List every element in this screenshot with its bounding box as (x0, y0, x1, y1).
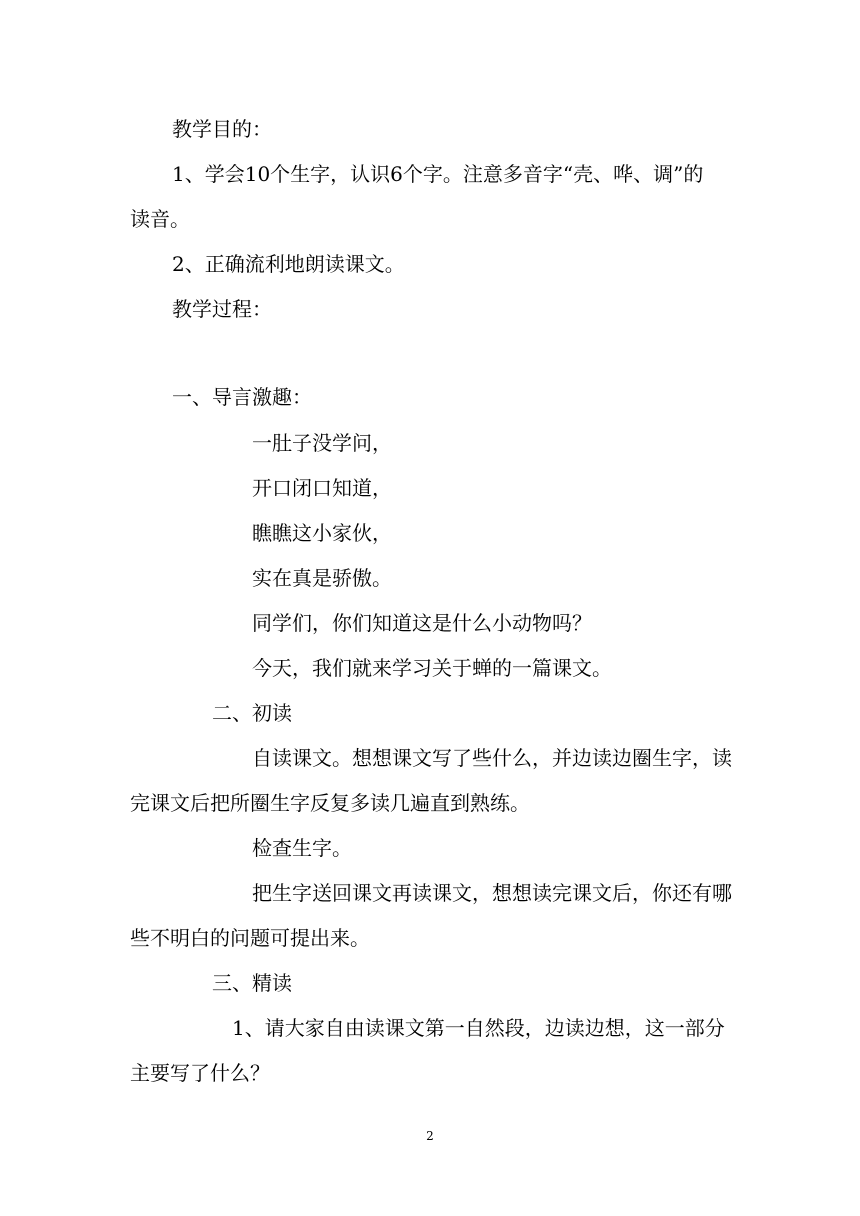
section-1-heading: 一、导言激趣： (172, 385, 312, 409)
section-3-heading: 三、精读 (212, 971, 292, 995)
reading-step-line-2: 完课文后把所圈生字反复多读几遍直到熟练。 (130, 791, 530, 815)
section-2-heading: 二、初读 (212, 701, 292, 725)
riddle-line-2: 开口闭口知道， (252, 476, 392, 500)
objectives-heading: 教学目的： (172, 117, 272, 141)
riddle-line-1: 一肚子没学问， (252, 431, 392, 455)
objective-1-line-2: 读音。 (130, 207, 190, 231)
intro-line: 今天，我们就来学习关于蝉的一篇课文。 (252, 656, 612, 680)
riddle-line-3: 瞧瞧这小家伙， (252, 521, 392, 545)
page-number: 2 (426, 1129, 434, 1143)
objective-1-line-1: 1、学会10个生字，认识6个字。注意多音字“壳、哗、调”的 (172, 162, 704, 186)
objective-2: 2、正确流利地朗读课文。 (172, 252, 405, 276)
reread-line-1: 把生字送回课文再读课文，想想读完课文后，你还有哪 (252, 881, 732, 905)
riddle-line-4: 实在真是骄傲。 (252, 566, 392, 590)
reread-line-2: 些不明白的问题可提出来。 (130, 926, 370, 950)
check-characters-line: 检查生字。 (252, 836, 352, 860)
close-reading-line-2: 主要写了什么？ (130, 1061, 270, 1085)
question-line: 同学们，你们知道这是什么小动物吗？ (252, 611, 592, 635)
close-reading-line-1: 1、请大家自由读课文第一自然段，边读边想，这一部分 (232, 1016, 725, 1040)
process-heading: 教学过程： (172, 297, 272, 321)
reading-step-line-1: 自读课文。想想课文写了些什么，并边读边圈生字，读 (252, 746, 732, 770)
